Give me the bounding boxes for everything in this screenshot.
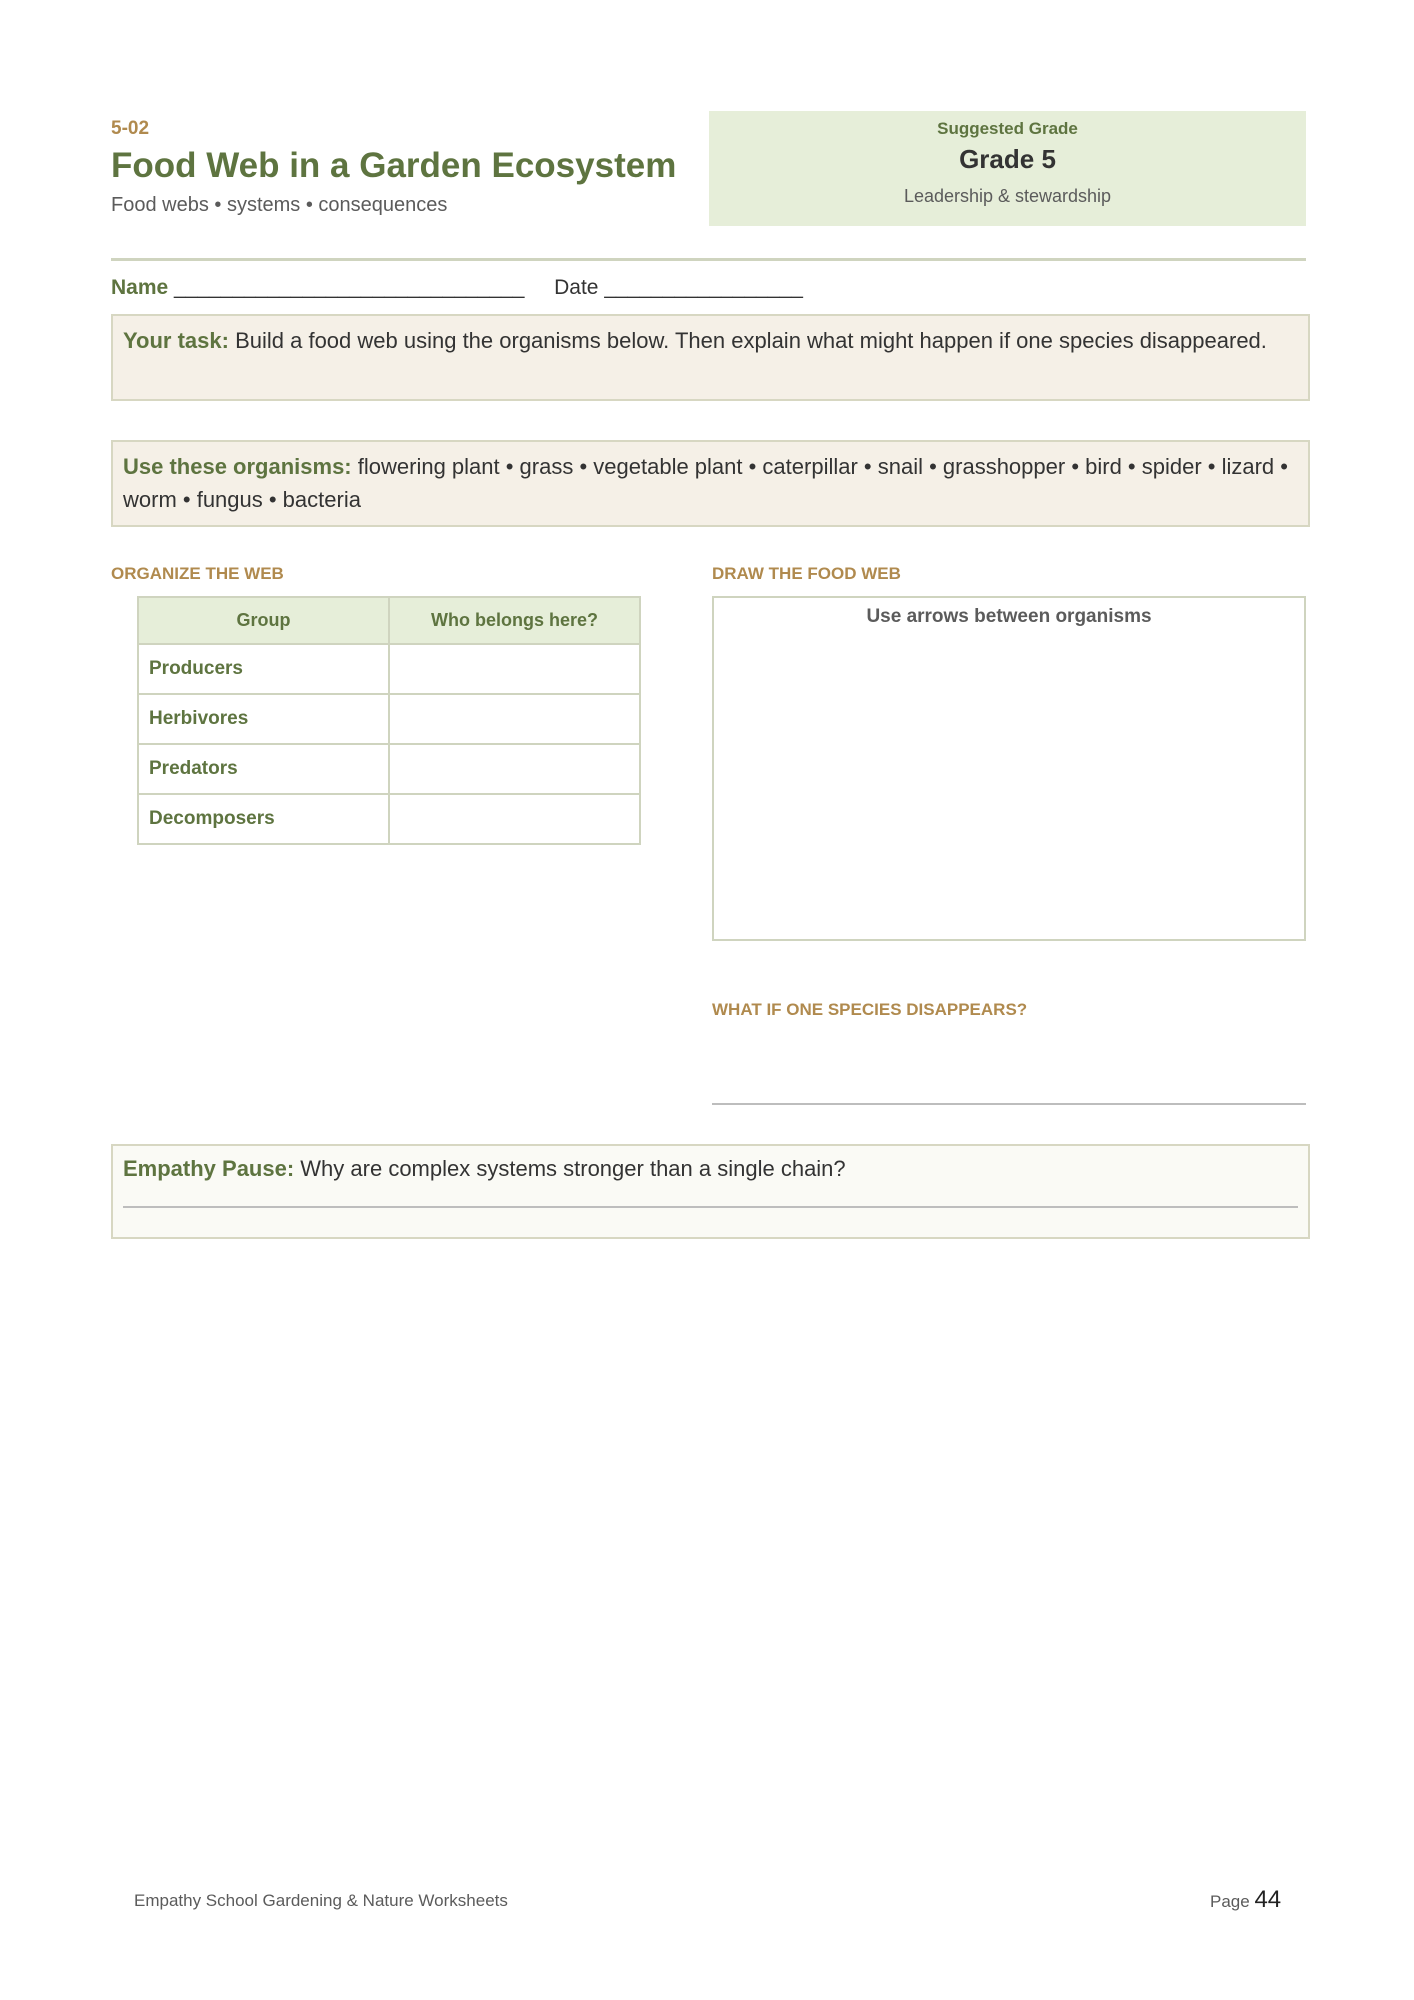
grade-theme: Leadership & stewardship bbox=[903, 186, 1112, 206]
page-subtitle: Food webs • systems • consequences bbox=[111, 194, 448, 216]
row-label-decomposers: Decomposers bbox=[138, 794, 389, 844]
empathy-pause-box bbox=[111, 1144, 1310, 1239]
worksheet-code: 5-02 bbox=[111, 118, 150, 139]
answer-cell-decomposers[interactable] bbox=[389, 794, 640, 844]
column-header-group: Group bbox=[138, 597, 389, 644]
task-text: Build a food web using the organisms below. Then explain what might happen if one species disappeared. bbox=[235, 328, 1267, 353]
organisms-lead: Use these organisms: bbox=[123, 454, 352, 479]
empathy-lead: Empathy Pause: bbox=[123, 1156, 295, 1181]
student-fields bbox=[111, 276, 803, 300]
table-row bbox=[138, 744, 640, 794]
answer-cell-producers[interactable] bbox=[389, 644, 640, 694]
answer-cell-herbivores[interactable] bbox=[389, 694, 640, 744]
what-if-answer-line[interactable] bbox=[712, 1103, 1306, 1105]
footer-credit: Empathy School Gardening & Nature Worksheets bbox=[134, 1891, 508, 1910]
drawing-hint: Use arrows between organisms bbox=[866, 606, 1152, 627]
empathy-answer-line[interactable] bbox=[123, 1206, 1298, 1208]
page-number-value: 44 bbox=[1254, 1886, 1282, 1913]
draw-section-label: DRAW THE FOOD WEB bbox=[712, 564, 901, 583]
table-header-row bbox=[138, 597, 640, 644]
grade-value: Grade 5 bbox=[959, 144, 1056, 174]
date-field[interactable]: _________________ bbox=[604, 276, 803, 299]
organisms-text: flowering plant • grass • vegetable plant • caterpillar • snail • grasshopper • bird • spider • lizard • worm • fungus • bacteria bbox=[123, 454, 1288, 512]
grade-label: Suggested Grade bbox=[937, 119, 1078, 138]
table-row bbox=[138, 694, 640, 744]
task-lead: Your task: bbox=[123, 328, 229, 353]
organize-section-label: ORGANIZE THE WEB bbox=[111, 564, 284, 583]
empathy-question: Why are complex systems stronger than a single chain? bbox=[300, 1156, 846, 1181]
organisms-callout bbox=[111, 440, 1310, 527]
table-row bbox=[138, 644, 640, 694]
name-label: Name bbox=[111, 276, 169, 299]
table-row bbox=[138, 794, 640, 844]
what-if-section-label: WHAT IF ONE SPECIES DISAPPEARS? bbox=[712, 1000, 1028, 1019]
name-field[interactable]: ______________________________ bbox=[174, 276, 525, 299]
row-label-producers: Producers bbox=[138, 644, 389, 694]
row-label-predators: Predators bbox=[138, 744, 389, 794]
date-label: Date bbox=[554, 276, 599, 299]
page-number bbox=[1210, 1886, 1281, 1914]
task-callout bbox=[111, 314, 1310, 401]
drawing-area[interactable] bbox=[712, 596, 1306, 941]
column-header-who: Who belongs here? bbox=[389, 597, 640, 644]
organize-table bbox=[137, 596, 641, 845]
answer-cell-predators[interactable] bbox=[389, 744, 640, 794]
header-divider bbox=[111, 258, 1306, 261]
grade-box bbox=[709, 111, 1306, 226]
page-label: Page bbox=[1210, 1892, 1250, 1911]
row-label-herbivores: Herbivores bbox=[138, 694, 389, 744]
page-title: Food Web in a Garden Ecosystem bbox=[111, 146, 677, 185]
